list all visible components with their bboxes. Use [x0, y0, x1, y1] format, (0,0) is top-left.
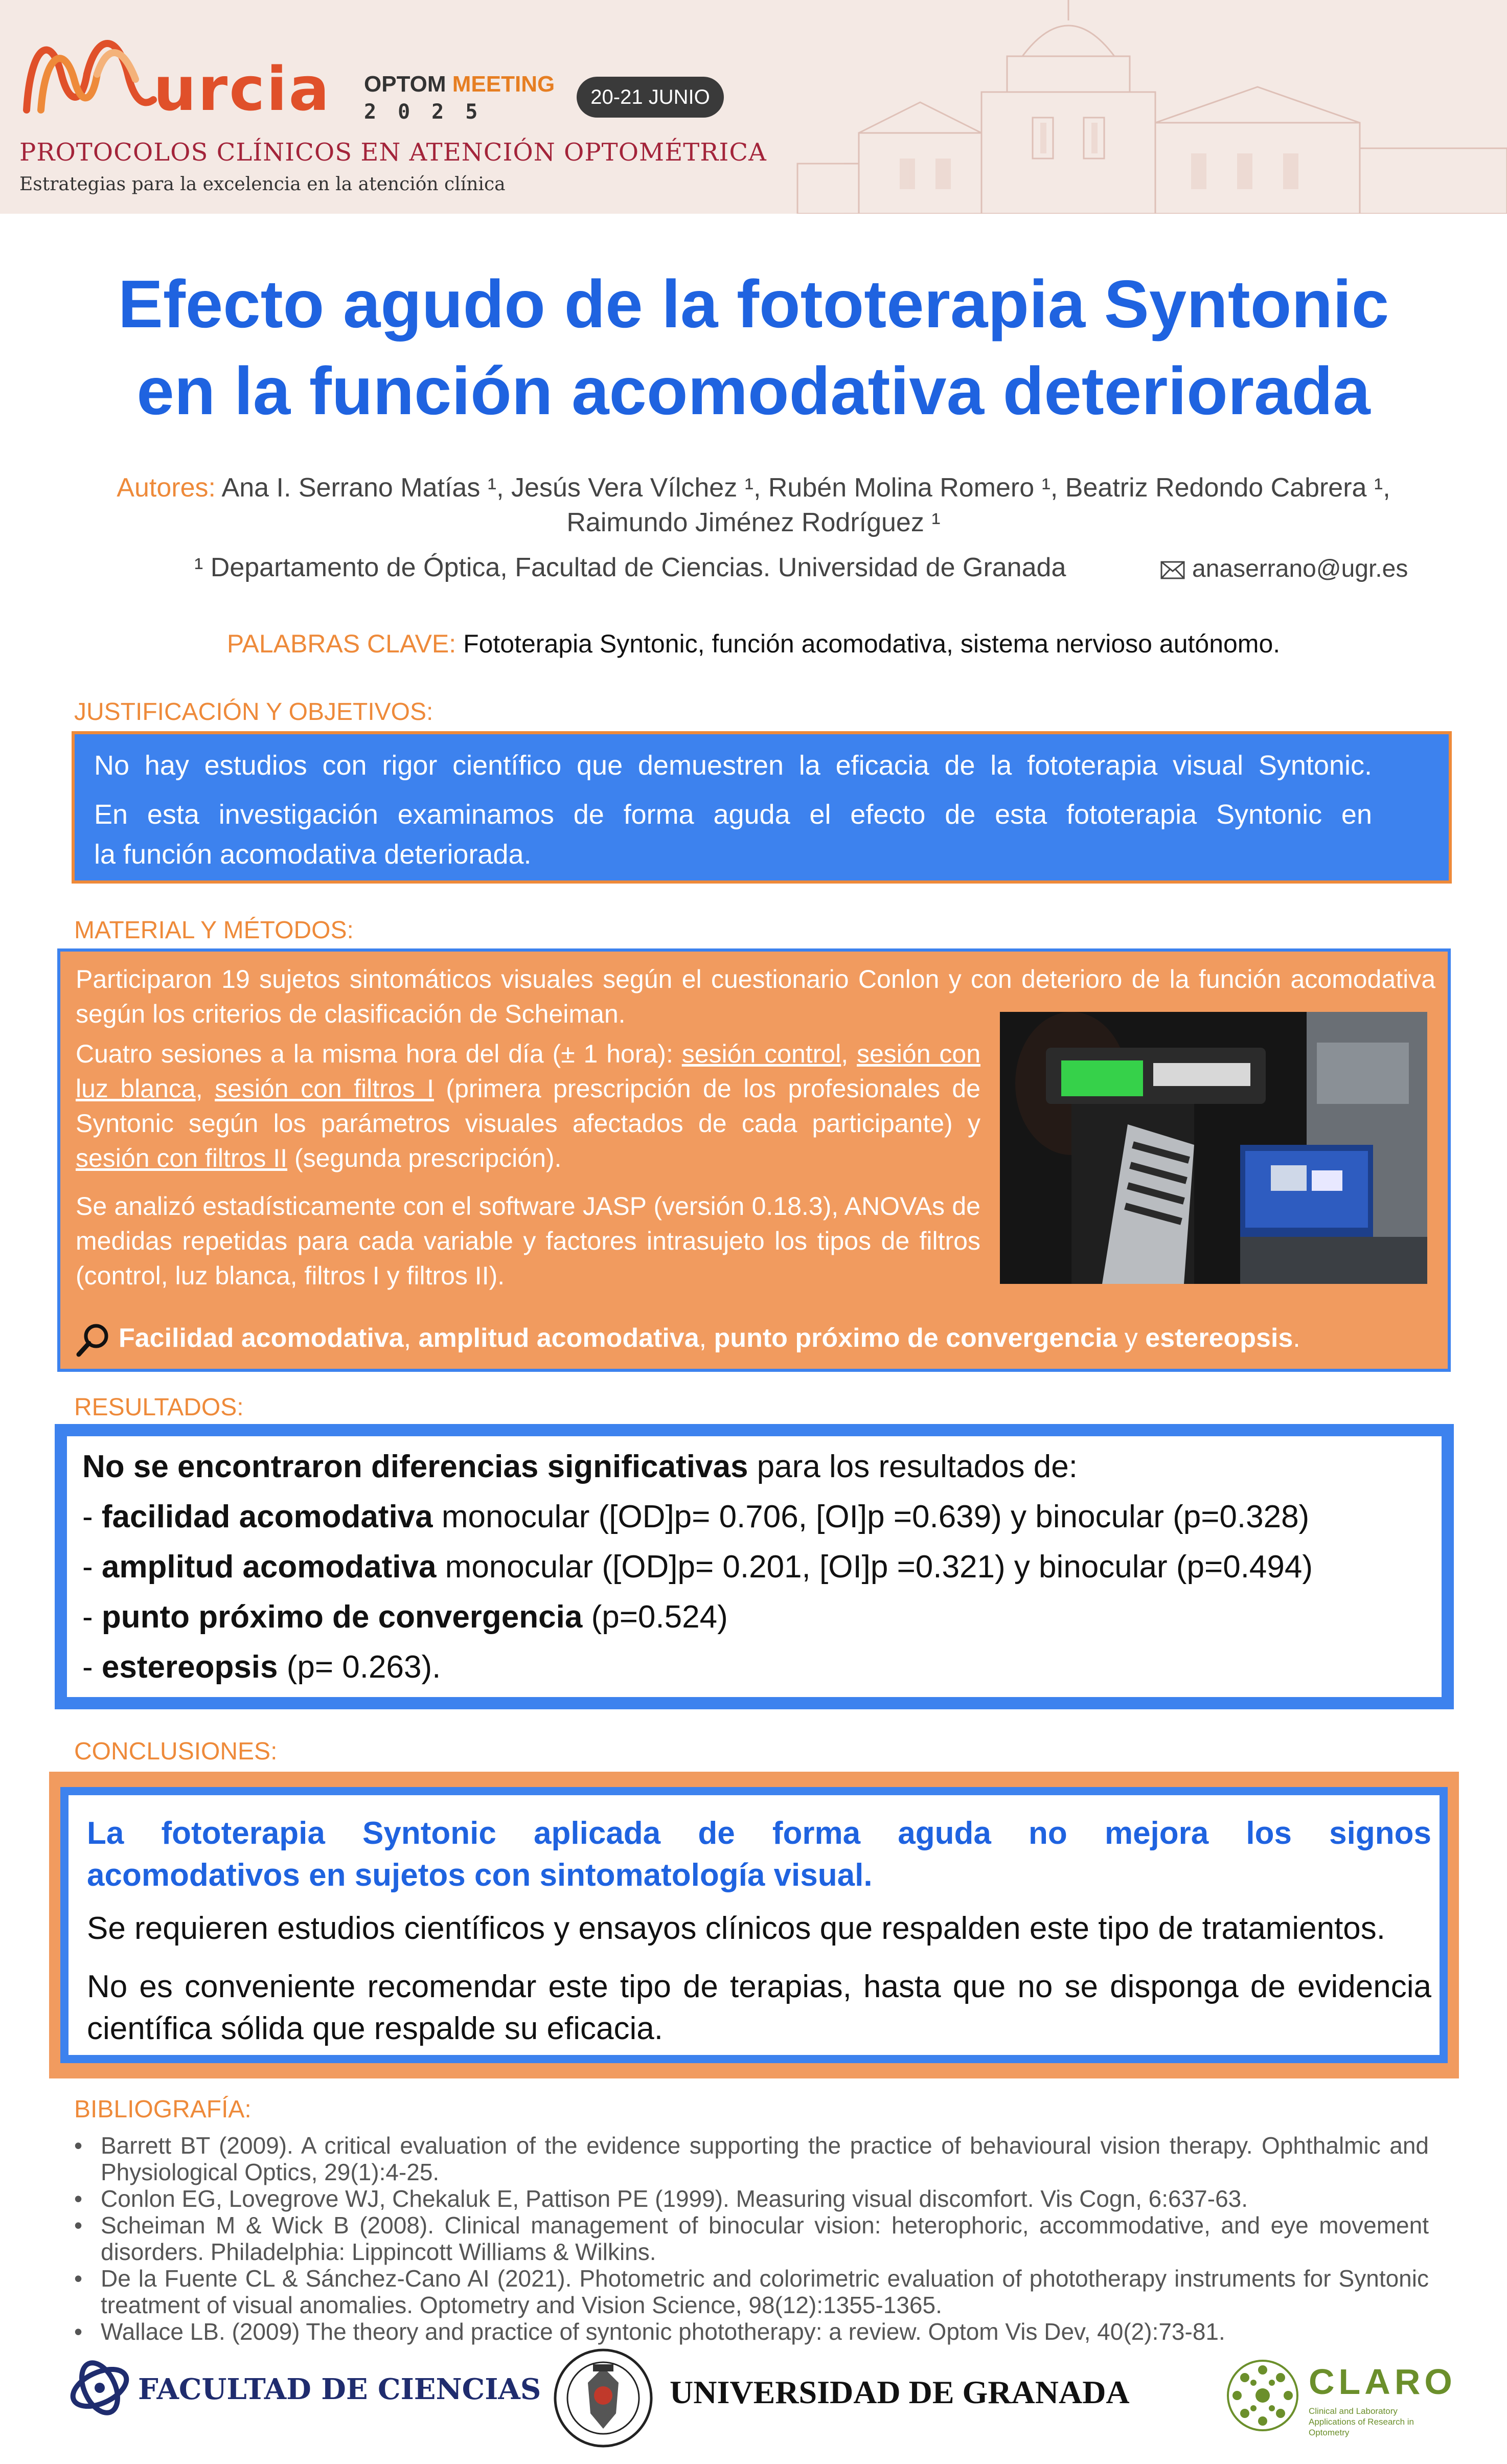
dash: - — [82, 1499, 102, 1534]
var-ppc: punto próximo de convergencia — [714, 1323, 1117, 1353]
authors — [51, 470, 1456, 540]
keywords-text: Fototerapia Syntonic, función acomodativa, sistema nervioso autónomo. — [456, 629, 1281, 658]
sep: y — [1117, 1323, 1146, 1353]
justificacion-box — [72, 731, 1452, 884]
email-address[interactable]: anaserrano@ugr.es — [1192, 555, 1408, 582]
affiliation: ¹ Departamento de Óptica, Facultad de Ciencias. Universidad de Granada — [194, 553, 1066, 582]
therapy-photo — [1000, 1012, 1427, 1284]
cathedral-illustration — [767, 0, 1507, 214]
resultado-ppc-values: (p=0.524) — [582, 1599, 728, 1635]
justificacion-p2 — [94, 795, 1444, 834]
sep: , — [841, 1039, 857, 1068]
claro-tagline: Clinical and Laboratory Applications of Research in Optometry — [1309, 2406, 1414, 2437]
conclusion-1a: La fototerapia Syntonic aplicada de forma aguda no mejora los signos — [87, 1816, 1431, 1851]
variables-line — [76, 1321, 1300, 1358]
var-estereopsis: estereopsis — [1145, 1323, 1293, 1353]
bib-item: • Barrett BT (2009). A critical evaluation of the evidence supporting the practice of behavioural vision therapy. Ophthalmic and Physiological Optics, 29(1):4-25. — [74, 2132, 1429, 2185]
resultados-box — [55, 1424, 1454, 1709]
optom-word: OPTOM — [364, 72, 446, 97]
poster-title-line-1: Efecto agudo de la fototerapia Syntonic — [118, 266, 1389, 342]
resultado-ppc — [82, 1599, 728, 1635]
claro-wordmark: CLARO — [1309, 2362, 1456, 2402]
section-label-resultados: RESULTADOS: — [74, 1394, 244, 1421]
therapy-photo-illustration — [1000, 1012, 1427, 1284]
session-filters-1-desc: (primera prescripción de los profesionales de Syntonic según los parámetros visuales afectados de cada participante) y — [76, 1074, 980, 1138]
resultado-facilidad-values: monocular ([OD]p= 0.706, [OI]p =0.639) y binocular (p=0.328) — [432, 1499, 1310, 1534]
resultado-amplitud-label: amplitud acomodativa — [101, 1549, 437, 1585]
session-filters-1: sesión con filtros I — [215, 1074, 434, 1103]
resultados-intro-bold: No se encontraron diferencias significativas — [82, 1449, 748, 1484]
section-label-conclusiones: CONCLUSIONES: — [74, 1738, 278, 1765]
bib-item: • Scheiman M & Wick B (2008). Clinical management of binocular vision: heterophoric, accommodative, and eye movement disorders. Philadelphia: Lippincott Williams & Wilkins. — [74, 2212, 1429, 2265]
optom-meeting-label — [364, 72, 555, 97]
justificacion-text-2b: la función acomodativa deteriorada. — [94, 839, 532, 870]
poster-title — [0, 261, 1507, 435]
justificacion-text-2a: En esta investigación examinamos de forma aguda el efecto de esta fototerapia Syntonic en — [94, 799, 1372, 830]
dash: - — [82, 1549, 102, 1585]
resultado-estereopsis — [82, 1649, 441, 1685]
section-label-bibliografia: BIBLIOGRAFÍA: — [74, 2096, 252, 2123]
material-box — [57, 948, 1451, 1372]
justificacion-text-1: No hay estudios con rigor científico que demuestren la eficacia de la fototerapia visual Syntonic. — [94, 750, 1372, 781]
contact-email[interactable] — [1160, 555, 1408, 583]
meeting-year: 2025 — [364, 100, 499, 124]
conclusion-3: No es conveniente recomendar este tipo de terapias, hasta que no se disponga de evidencia científica sólida que respalde su eficacia. — [87, 1969, 1431, 2046]
resultado-facilidad-label: facilidad acomodativa — [101, 1499, 433, 1534]
facultad-logo — [66, 2357, 133, 2418]
authors-label: Autores: — [117, 473, 216, 503]
sessions-intro: Cuatro sesiones a la misma hora del día (± 1 hora): — [76, 1039, 682, 1068]
material-p3: Se analizó estadísticamente con el software JASP (versión 0.18.3), ANOVAs de medidas repetidas para cada variable y factores intrasujeto los tipos de filtros (control, luz blanca, filtros I y filtros II). — [76, 1192, 980, 1290]
meeting-word: MEETING — [452, 72, 555, 97]
poster-title-line-2: en la función acomodativa deteriorada — [136, 353, 1371, 428]
session-filters-2: sesión con filtros II — [76, 1144, 288, 1172]
resultado-estereopsis-values: (p= 0.263). — [278, 1649, 441, 1685]
conference-subtitle: Estrategias para la excelencia en la atención clínica — [19, 174, 506, 195]
material-p1: Participaron 19 sujetos sintomáticos visuales según el cuestionario Conlon y con deterioro de la función acomodativa según los criterios de clasificación de Scheiman. — [76, 965, 1435, 1028]
section-label-justificacion: JUSTIFICACIÓN Y OBJETIVOS: — [74, 698, 433, 726]
sep: , — [699, 1323, 714, 1353]
keywords-label: PALABRAS CLAVE: — [226, 629, 456, 658]
claro-logo — [1224, 2357, 1301, 2434]
envelope-icon — [1160, 561, 1185, 579]
var-amplitud: amplitud acomodativa — [418, 1323, 699, 1353]
authors-names: Ana I. Serrano Matías ¹, Jesús Vera Vílchez ¹, Rubén Molina Romero ¹, Beatriz Redondo Cabrera ¹, — [215, 473, 1390, 503]
session-control: sesión control — [681, 1039, 841, 1068]
resultado-ppc-label: punto próximo de convergencia — [101, 1599, 583, 1635]
authors-line-1 — [51, 470, 1456, 505]
resultados-intro — [82, 1449, 1078, 1485]
dash: - — [82, 1649, 102, 1685]
bib-item: • Conlon EG, Lovegrove WJ, Chekaluk E, Pattison PE (1999). Measuring visual discomfort. Vis Cogn, 6:637-63. — [74, 2185, 1429, 2212]
sep: . — [1293, 1323, 1300, 1353]
sep: , — [403, 1323, 419, 1353]
section-label-material: MATERIAL Y MÉTODOS: — [74, 917, 354, 944]
murcia-m-logo — [20, 23, 158, 120]
keywords — [0, 629, 1507, 659]
conference-header — [0, 0, 1507, 214]
sep: , — [195, 1074, 215, 1103]
resultado-estereopsis-label: estereopsis — [101, 1649, 278, 1685]
murcia-wordmark: urcia — [153, 54, 331, 124]
authors-line-2: Raimundo Jiménez Rodríguez ¹ — [566, 508, 941, 537]
magnifier-icon — [76, 1322, 111, 1358]
resultado-facilidad — [82, 1499, 1309, 1535]
bibliography-list — [74, 2132, 1429, 2345]
bib-item: • De la Fuente CL & Sánchez-Cano AI (2021). Photometric and colorimetric evaluation of phototherapy instruments for Syntonic treatment of visual anomalies. Optometry and Vision Science, 98(12):1355-1365. — [74, 2265, 1429, 2318]
material-p2 — [76, 1036, 980, 1176]
justificacion-p1 — [94, 745, 1444, 785]
session-white-light: sesión con luz blanca — [76, 1039, 980, 1103]
bib-item: • Wallace LB. (2009) The theory and practice of syntonic phototherapy: a review. Optom Vis Dev, 40(2):73-81. — [74, 2318, 1429, 2345]
resultado-amplitud — [82, 1549, 1313, 1585]
conclusiones-frame — [49, 1772, 1459, 2078]
dates-badge: 20-21 JUNIO — [577, 77, 724, 118]
resultados-intro-rest: para los resultados de: — [748, 1449, 1078, 1484]
ugr-seal — [552, 2347, 654, 2449]
resultado-amplitud-values: monocular ([OD]p= 0.201, [OI]p =0.321) y binocular (p=0.494) — [436, 1549, 1313, 1585]
session-filters-2-desc: (segunda prescripción). — [287, 1144, 562, 1172]
conclusion-2: Se requieren estudios científicos y ensayos clínicos que respalden este tipo de tratamientos. — [87, 1911, 1386, 1946]
conference-title: PROTOCOLOS CLÍNICOS EN ATENCIÓN OPTOMÉTRICA — [19, 138, 767, 167]
var-facilidad: Facilidad acomodativa — [119, 1323, 404, 1353]
conclusion-1b: acomodativos en sujetos con sintomatología visual. — [87, 1858, 873, 1893]
facultad-name: FACULTAD DE CIENCIAS — [138, 2372, 541, 2406]
universidad-name: UNIVERSIDAD DE GRANADA — [670, 2374, 1130, 2410]
dash: - — [82, 1599, 102, 1635]
conclusiones-box — [60, 1787, 1448, 2063]
